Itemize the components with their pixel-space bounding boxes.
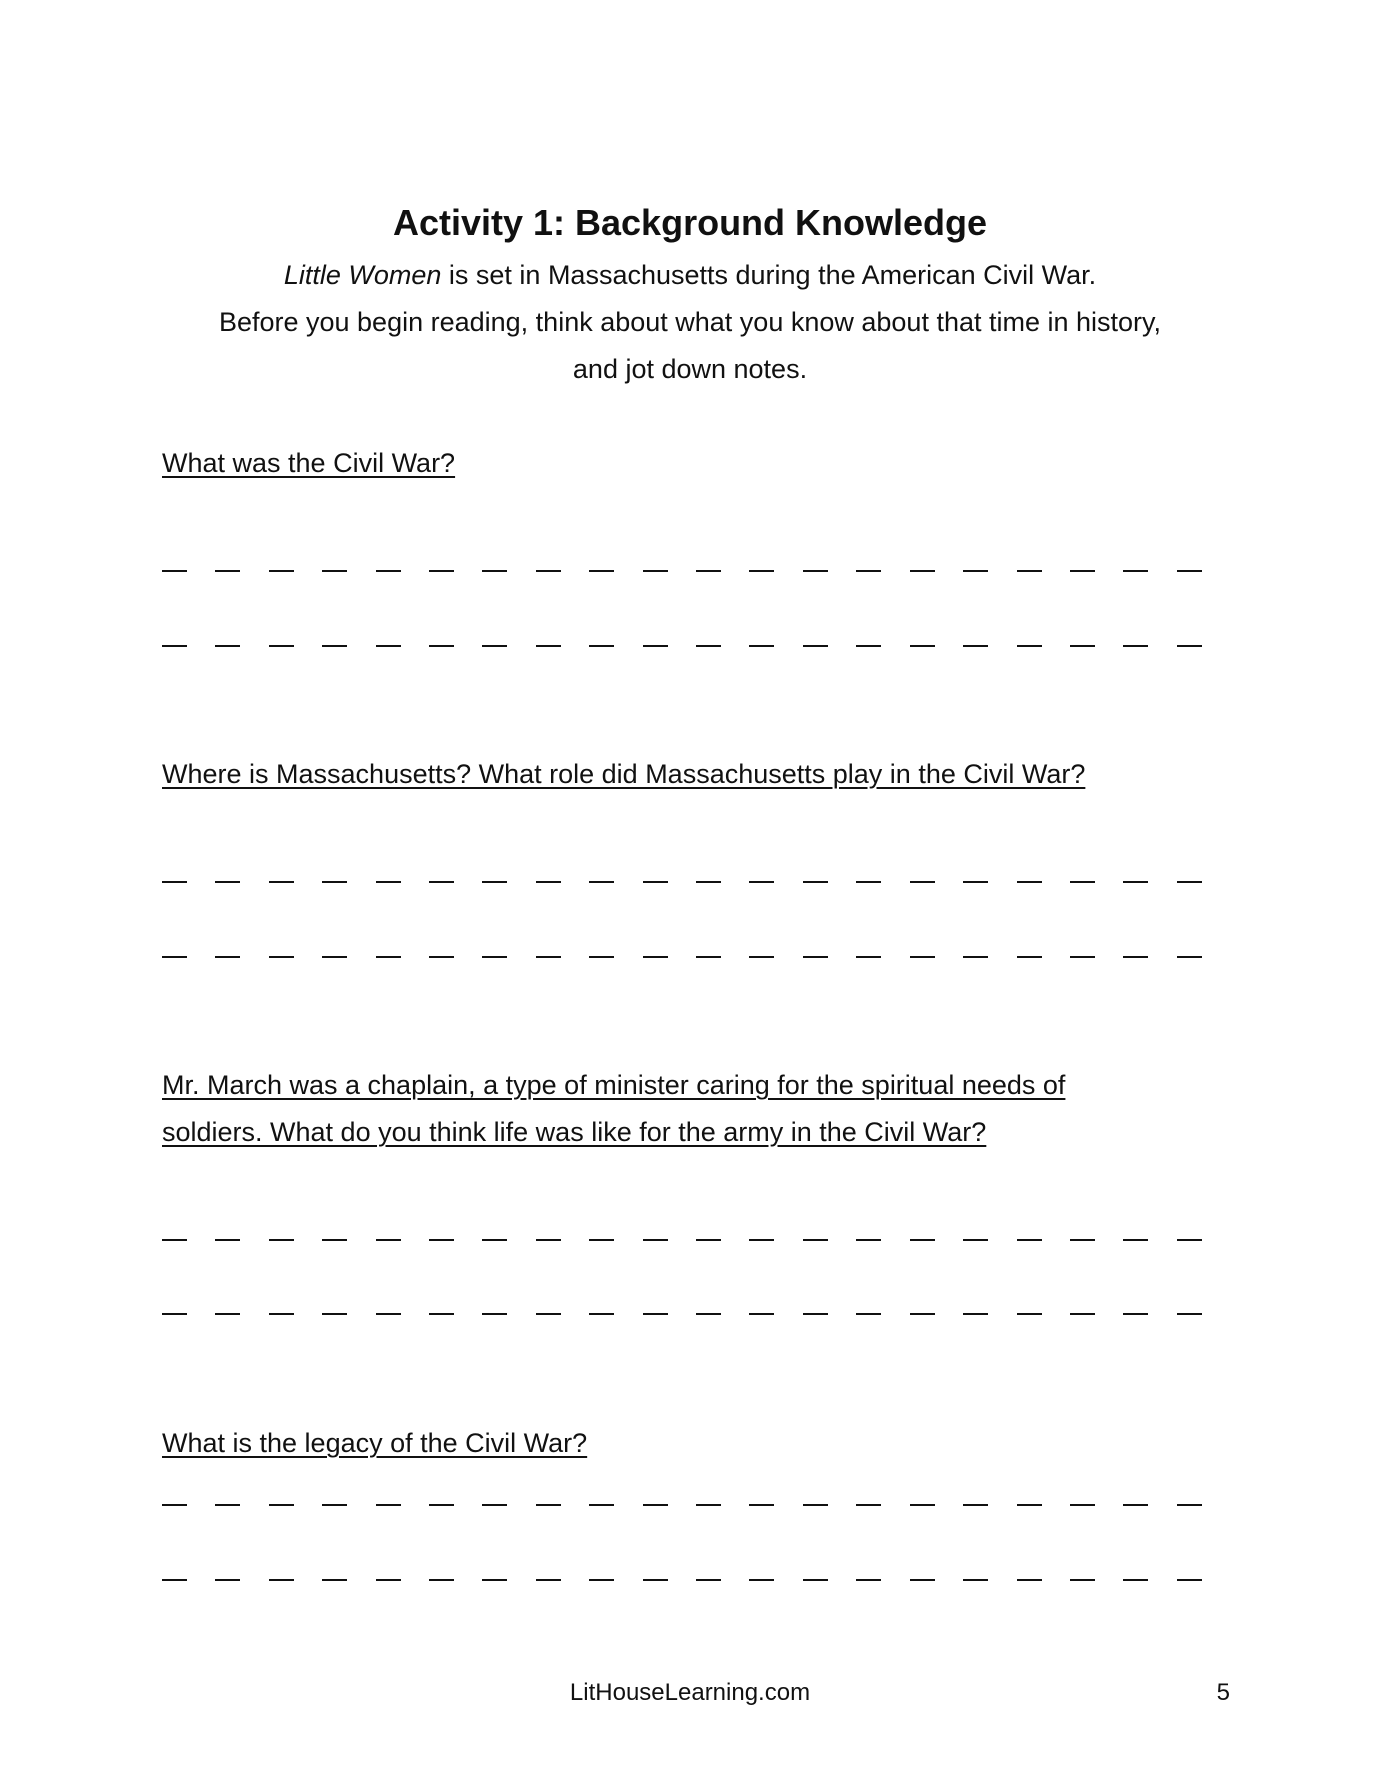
answer-dash	[856, 1313, 881, 1315]
answer-dash	[376, 1504, 401, 1506]
answer-dash	[910, 1239, 935, 1241]
answer-dash	[536, 570, 561, 572]
answer-dash	[749, 570, 774, 572]
answer-dash	[1070, 570, 1095, 572]
answer-dash	[963, 1504, 988, 1506]
answer-dash	[162, 881, 187, 883]
answer-dash	[910, 1313, 935, 1315]
answer-dash	[910, 1504, 935, 1506]
answer-dash	[696, 570, 721, 572]
answer-dash	[856, 1239, 881, 1241]
answer-dash	[536, 1579, 561, 1581]
answer-dash	[536, 1313, 561, 1315]
answer-dash	[749, 1504, 774, 1506]
answer-dash	[1177, 881, 1202, 883]
answer-dash	[643, 1239, 668, 1241]
answer-dash	[1017, 645, 1042, 647]
answer-dash	[803, 881, 828, 883]
answer-dash	[376, 881, 401, 883]
answer-dash	[963, 1579, 988, 1581]
answer-dash	[749, 645, 774, 647]
answer-dash	[1017, 1504, 1042, 1506]
question-4: What is the legacy of the Civil War?	[162, 1428, 588, 1458]
answer-dash	[803, 1579, 828, 1581]
answer-dash	[269, 881, 294, 883]
answer-dash	[749, 1239, 774, 1241]
answer-dash	[429, 881, 454, 883]
answer-dash	[162, 1504, 187, 1506]
answer-dash	[1177, 956, 1202, 958]
answer-dash	[643, 956, 668, 958]
answer-dash	[482, 956, 507, 958]
answer-dash	[856, 570, 881, 572]
intro-line-1-text: is set in Massachusetts during the American Civil War.	[441, 260, 1097, 290]
answer-dash	[536, 956, 561, 958]
answer-dash	[803, 956, 828, 958]
answer-dash	[856, 956, 881, 958]
answer-dash	[589, 1504, 614, 1506]
answer-dash	[482, 881, 507, 883]
answer-dash	[1017, 1579, 1042, 1581]
answer-dash	[536, 881, 561, 883]
answer-dash	[429, 570, 454, 572]
answer-dash	[1017, 1313, 1042, 1315]
answer-dash	[1177, 645, 1202, 647]
answer-dash	[429, 645, 454, 647]
answer-dash	[269, 1579, 294, 1581]
answer-dash	[376, 645, 401, 647]
answer-dash	[803, 1239, 828, 1241]
answer-dash	[376, 1313, 401, 1315]
answer-line[interactable]	[162, 1579, 1202, 1581]
answer-dash	[162, 1313, 187, 1315]
answer-dash	[643, 1313, 668, 1315]
answer-dash	[589, 881, 614, 883]
answer-dash	[1070, 956, 1095, 958]
answer-dash	[269, 570, 294, 572]
answer-dash	[856, 1504, 881, 1506]
answer-dash	[269, 956, 294, 958]
answer-dash	[749, 956, 774, 958]
answer-dash	[1123, 1579, 1148, 1581]
answer-dash	[162, 956, 187, 958]
answer-dash	[1123, 645, 1148, 647]
answer-dash	[589, 956, 614, 958]
answer-dash	[749, 1313, 774, 1315]
answer-dash	[1017, 1239, 1042, 1241]
answer-dash	[963, 1313, 988, 1315]
answer-dash	[482, 645, 507, 647]
answer-dash	[215, 1504, 240, 1506]
intro-line-3: and jot down notes.	[572, 354, 808, 384]
answer-dash	[1123, 570, 1148, 572]
answer-dash	[643, 570, 668, 572]
answer-dash	[215, 1579, 240, 1581]
answer-dash	[162, 570, 187, 572]
answer-dash	[696, 1579, 721, 1581]
page-title: Activity 1: Background Knowledge	[392, 202, 988, 243]
answer-dash	[643, 1504, 668, 1506]
answer-dash	[215, 881, 240, 883]
answer-dash	[696, 956, 721, 958]
answer-dash	[269, 1239, 294, 1241]
answer-dash	[269, 1313, 294, 1315]
answer-dash	[215, 645, 240, 647]
answer-dash	[910, 570, 935, 572]
answer-dash	[376, 1579, 401, 1581]
answer-dash	[322, 570, 347, 572]
answer-dash	[749, 1579, 774, 1581]
answer-dash	[696, 1239, 721, 1241]
answer-dash	[1123, 1239, 1148, 1241]
answer-dash	[696, 1504, 721, 1506]
answer-dash	[536, 1239, 561, 1241]
answer-dash	[482, 1504, 507, 1506]
answer-dash	[376, 956, 401, 958]
page-number: 5	[1216, 1679, 1230, 1706]
answer-dash	[482, 570, 507, 572]
answer-dash	[482, 1579, 507, 1581]
answer-dash	[162, 645, 187, 647]
answer-dash	[1070, 1313, 1095, 1315]
answer-dash	[1177, 1504, 1202, 1506]
answer-dash	[536, 645, 561, 647]
answer-dash	[269, 645, 294, 647]
answer-dash	[1070, 1579, 1095, 1581]
answer-dash	[162, 1579, 187, 1581]
answer-line[interactable]	[162, 570, 1202, 572]
answer-dash	[429, 1313, 454, 1315]
answer-dash	[589, 645, 614, 647]
answer-dash	[910, 1579, 935, 1581]
answer-dash	[1070, 1239, 1095, 1241]
answer-line[interactable]	[162, 881, 1202, 883]
answer-dash	[643, 645, 668, 647]
answer-dash	[1017, 956, 1042, 958]
answer-dash	[696, 881, 721, 883]
answer-line[interactable]	[162, 1504, 1202, 1506]
answer-dash	[1123, 1504, 1148, 1506]
answer-dash	[1070, 1504, 1095, 1506]
answer-dash	[589, 1239, 614, 1241]
answer-dash	[482, 1313, 507, 1315]
answer-dash	[589, 1313, 614, 1315]
footer-website: LitHouseLearning.com	[569, 1679, 811, 1706]
answer-dash	[1177, 1239, 1202, 1241]
answer-dash	[1177, 570, 1202, 572]
answer-dash	[376, 570, 401, 572]
answer-line[interactable]	[162, 1313, 1202, 1315]
answer-dash	[1123, 1313, 1148, 1315]
answer-dash	[215, 570, 240, 572]
intro-line-2: Before you begin reading, think about what you know about that time in history,	[218, 307, 1162, 337]
answer-dash	[910, 956, 935, 958]
answer-dash	[482, 1239, 507, 1241]
answer-dash	[696, 645, 721, 647]
answer-dash	[1177, 1313, 1202, 1315]
question-3-line-1: Mr. March was a chaplain, a type of minister caring for the spiritual needs of	[162, 1070, 1066, 1100]
answer-dash	[215, 1313, 240, 1315]
answer-dash	[910, 645, 935, 647]
answer-dash	[215, 956, 240, 958]
answer-dash	[856, 645, 881, 647]
answer-dash	[1070, 881, 1095, 883]
answer-dash	[322, 881, 347, 883]
answer-dash	[856, 881, 881, 883]
answer-dash	[429, 956, 454, 958]
answer-dash	[963, 1239, 988, 1241]
answer-line[interactable]	[162, 956, 1202, 958]
answer-dash	[429, 1239, 454, 1241]
answer-dash	[1017, 881, 1042, 883]
answer-dash	[589, 1579, 614, 1581]
answer-dash	[162, 1239, 187, 1241]
answer-line[interactable]	[162, 645, 1202, 647]
answer-dash	[322, 645, 347, 647]
answer-dash	[643, 1579, 668, 1581]
answer-dash	[803, 645, 828, 647]
answer-dash	[803, 1313, 828, 1315]
answer-dash	[589, 570, 614, 572]
answer-dash	[269, 1504, 294, 1506]
answer-dash	[963, 956, 988, 958]
answer-dash	[856, 1579, 881, 1581]
answer-dash	[910, 881, 935, 883]
book-title: Little Women	[283, 260, 442, 290]
answer-dash	[322, 1504, 347, 1506]
answer-dash	[749, 881, 774, 883]
answer-dash	[429, 1504, 454, 1506]
answer-dash	[376, 1239, 401, 1241]
answer-dash	[803, 1504, 828, 1506]
answer-dash	[696, 1313, 721, 1315]
answer-dash	[1123, 956, 1148, 958]
answer-dash	[963, 570, 988, 572]
answer-dash	[322, 956, 347, 958]
answer-dash	[643, 881, 668, 883]
answer-dash	[322, 1579, 347, 1581]
answer-dash	[963, 881, 988, 883]
answer-dash	[1070, 645, 1095, 647]
answer-line[interactable]	[162, 1239, 1202, 1241]
answer-dash	[803, 570, 828, 572]
question-3-line-2: soldiers. What do you think life was like for the army in the Civil War?	[162, 1117, 987, 1147]
answer-dash	[1123, 881, 1148, 883]
question-1: What was the Civil War?	[162, 448, 456, 478]
answer-dash	[322, 1239, 347, 1241]
intro-line-1	[0, 258, 1380, 292]
answer-dash	[429, 1579, 454, 1581]
answer-dash	[1017, 570, 1042, 572]
answer-dash	[215, 1239, 240, 1241]
answer-dash	[1177, 1579, 1202, 1581]
question-2: Where is Massachusetts? What role did Massachusetts play in the Civil War?	[162, 759, 1086, 789]
answer-dash	[322, 1313, 347, 1315]
answer-dash	[536, 1504, 561, 1506]
answer-dash	[963, 645, 988, 647]
